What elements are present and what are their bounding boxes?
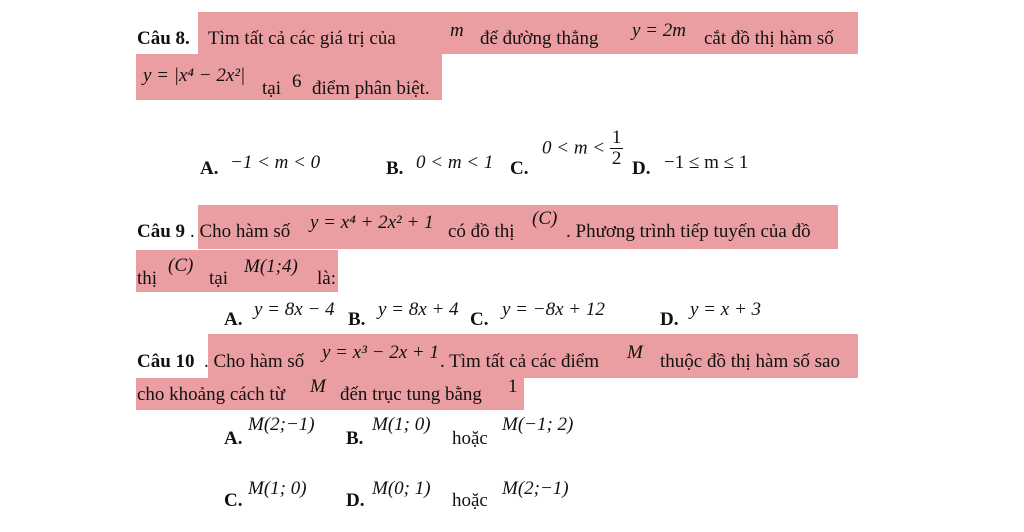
q10-option-d-or: hoặc [452,490,488,511]
q8-var-m: m [450,20,464,41]
q8-num-6: 6 [292,71,302,92]
q9-option-c-label[interactable]: C. [470,309,489,330]
q10-text-1: . Cho hàm số [204,351,305,372]
q9-text-2: có đồ thị [448,221,515,242]
fraction-denominator: 2 [611,148,622,169]
q8-option-c-fraction [610,128,624,169]
q10-num-1: 1 [508,376,518,397]
q8-label: Câu 8. [137,28,190,49]
q10-option-d-1[interactable]: M(0; 1) [372,478,431,499]
q8-text-2: để đường thẳng [480,28,599,49]
q10-option-b-label[interactable]: B. [346,428,364,449]
q8-eq-line: y = 2m [632,20,686,41]
q8-option-d-label[interactable]: D. [632,158,651,179]
q10-option-b-or: hoặc [452,428,488,449]
q10-var-m-2: M [310,376,326,397]
q10-eq-function: y = x³ − 2x + 1 [322,342,439,363]
fraction-numerator: 1 [611,127,622,148]
q9-text-3: . Phương trình tiếp tuyến của đồ [566,221,811,242]
q8-option-c[interactable] [542,128,623,169]
q8-option-c-label[interactable]: C. [510,158,529,179]
q9-graph-c-2: (C) [168,255,194,276]
q10-option-c-label[interactable]: C. [224,490,243,511]
q10-text-2: . Tìm tất cả các điểm [440,351,599,372]
q8-text-3: cắt đồ thị hàm số [704,28,834,49]
q10-text-4: cho khoảng cách từ [137,384,285,405]
q10-text-3: thuộc đồ thị hàm số sao [660,351,840,372]
q8-option-c-lhs: 0 < m < [542,137,606,159]
q9-option-c[interactable]: y = −8x + 12 [502,299,605,320]
q10-option-c[interactable]: M(1; 0) [248,478,307,499]
q9-text-5: tại [209,268,228,289]
q8-eq-function: y = |x⁴ − 2x²| [143,65,246,86]
q10-option-b-1[interactable]: M(1; 0) [372,414,431,435]
q9-option-a-label[interactable]: A. [224,309,243,330]
q9-graph-c: (C) [532,208,558,229]
q9-option-d-label[interactable]: D. [660,309,679,330]
q8-option-a-label[interactable]: A. [200,158,219,179]
q9-label: Câu 9 [137,221,186,242]
q9-text-6: là: [317,268,336,289]
q8-option-b-label[interactable]: B. [386,158,404,179]
q9-option-a[interactable]: y = 8x − 4 [254,299,335,320]
q9-option-b-label[interactable]: B. [348,309,366,330]
q8-option-d[interactable]: −1 ≤ m ≤ 1 [664,152,749,173]
q10-text-5: đến trục tung bằng [340,384,482,405]
q10-var-m: M [627,342,643,363]
q9-text-1: . Cho hàm số [190,221,291,242]
q9-text-4: thị [137,268,158,289]
q10-option-a-label[interactable]: A. [224,428,243,449]
highlight-q9-line2 [136,250,338,292]
q9-point-m: M(1;4) [244,256,298,277]
q9-option-d[interactable]: y = x + 3 [690,299,762,320]
q10-option-d-label[interactable]: D. [346,490,365,511]
q8-option-b[interactable]: 0 < m < 1 [416,152,494,173]
q10-label: Câu 10 [137,351,195,372]
q10-option-b-2[interactable]: M(−1; 2) [502,414,574,435]
q8-text-1: Tìm tất cả các giá trị của [208,28,396,49]
q9-eq-function: y = x⁴ + 2x² + 1 [310,212,434,233]
q9-option-b[interactable]: y = 8x + 4 [378,299,459,320]
q8-option-a[interactable]: −1 < m < 0 [230,152,321,173]
q8-text-4: tại [262,78,281,99]
q10-option-a[interactable]: M(2;−1) [248,414,315,435]
q10-option-d-2[interactable]: M(2;−1) [502,478,569,499]
q8-text-5: điểm phân biệt. [312,78,430,99]
